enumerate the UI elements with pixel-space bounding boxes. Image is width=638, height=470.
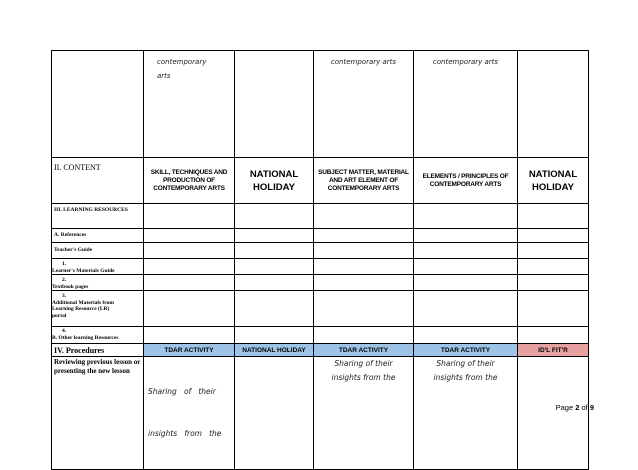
objectives-row xyxy=(52,51,589,158)
textbook-day1 xyxy=(144,275,235,291)
additional-day1 xyxy=(144,291,235,327)
teachers-guide-label: Teacher's Guide xyxy=(52,243,144,259)
learners-materials-day2 xyxy=(235,259,314,275)
procedures-label: IV. Procedures xyxy=(52,344,144,357)
objectives-label-cell xyxy=(52,51,144,158)
other-day4 xyxy=(414,327,518,344)
other-resources-label xyxy=(52,327,144,344)
textbook-day5 xyxy=(518,275,589,291)
reviewing-day2 xyxy=(235,357,314,470)
textbook-day4 xyxy=(414,275,518,291)
item-text: Additional Materials from Learning Resource (LR) portal xyxy=(52,299,114,319)
reviewing-day3-line: insights from the xyxy=(331,373,396,382)
learners-materials-day5 xyxy=(518,259,589,275)
content-day5-holiday: NATIONAL HOLIDAY xyxy=(518,158,589,204)
procedures-day5-badge: ID'L FIT'R xyxy=(518,344,589,357)
learners-materials-day4 xyxy=(414,259,518,275)
page-number-footer xyxy=(556,403,594,412)
textbook-day3 xyxy=(314,275,414,291)
teachers-guide-day4 xyxy=(414,243,518,259)
content-label: II. CONTENT xyxy=(52,158,144,204)
teachers-guide-day1 xyxy=(144,243,235,259)
footer-middle: of xyxy=(579,403,590,412)
textbook-day2 xyxy=(235,275,314,291)
references-label: A. References xyxy=(52,229,144,243)
other-resources-row xyxy=(52,327,589,344)
reviewing-day4 xyxy=(414,357,518,470)
objectives-day4-cell: contemporary arts xyxy=(414,51,518,158)
teachers-guide-day2 xyxy=(235,243,314,259)
item-text: Learner's Materials Guide xyxy=(52,267,115,274)
learning-resources-row xyxy=(52,204,589,229)
reviewing-day3-line: Sharing of their xyxy=(334,359,393,368)
procedures-day3-badge: TDAR ACTIVITY xyxy=(314,344,414,357)
objectives-day5-cell xyxy=(518,51,589,158)
objectives-day1-cell xyxy=(144,51,235,158)
other-day1 xyxy=(144,327,235,344)
references-day4 xyxy=(414,229,518,243)
resources-day2 xyxy=(235,204,314,229)
procedures-day4-badge: TDAR ACTIVITY xyxy=(414,344,518,357)
resources-day3 xyxy=(314,204,414,229)
current-page: 2 xyxy=(575,403,580,412)
resources-day1 xyxy=(144,204,235,229)
teachers-guide-row xyxy=(52,243,589,259)
reviewing-day3 xyxy=(314,357,414,470)
objectives-day3-cell: contemporary arts xyxy=(314,51,414,158)
textbook-pages-row xyxy=(52,275,589,291)
reviewing-day1-line: Sharing of their xyxy=(148,387,216,396)
procedures-row xyxy=(52,344,589,357)
additional-materials-row xyxy=(52,291,589,327)
content-day4: ELEMENTS / PRINCIPLES OF CONTEMPORARY ARTS xyxy=(414,158,518,204)
reviewing-day4-line: insights from the xyxy=(433,373,498,382)
reviewing-day4-line: Sharing of their xyxy=(436,359,495,368)
item-text: B. Other learning Resources xyxy=(52,334,119,341)
procedures-day2-badge: NATIONAL HOLIDAY xyxy=(235,344,314,357)
lesson-log-table xyxy=(51,50,589,470)
other-day3 xyxy=(314,327,414,344)
other-day2 xyxy=(235,327,314,344)
additional-day2 xyxy=(235,291,314,327)
teachers-guide-day3 xyxy=(314,243,414,259)
item-number: 2. xyxy=(62,277,67,283)
reviewing-label: Reviewing previous lesson or presenting the new lesson xyxy=(52,357,144,470)
total-pages: 9 xyxy=(589,403,594,412)
references-day2 xyxy=(235,229,314,243)
additional-materials-label xyxy=(52,291,144,327)
reviewing-day5 xyxy=(518,357,589,470)
references-day1 xyxy=(144,229,235,243)
content-day2-holiday: NATIONAL HOLIDAY xyxy=(235,158,314,204)
additional-day3 xyxy=(314,291,414,327)
reviewing-day1 xyxy=(144,357,235,470)
references-row xyxy=(52,229,589,243)
learners-materials-day3 xyxy=(314,259,414,275)
additional-day5 xyxy=(518,291,589,327)
procedures-day1-badge: TDAR ACTIVITY xyxy=(144,344,235,357)
references-day5 xyxy=(518,229,589,243)
content-row xyxy=(52,158,589,204)
objectives-day2-cell xyxy=(235,51,314,158)
learning-resources-label: III. LEARNING RESOURCES xyxy=(52,204,144,229)
item-number: 1. xyxy=(62,261,67,267)
resources-day4 xyxy=(414,204,518,229)
additional-day4 xyxy=(414,291,518,327)
learners-materials-row xyxy=(52,259,589,275)
learners-materials-day1 xyxy=(144,259,235,275)
reviewing-row xyxy=(52,357,589,470)
item-number: 4. xyxy=(62,328,67,334)
item-number: 3. xyxy=(62,293,67,299)
content-day1: SKILL, TECHNIQUES AND PRODUCTION OF CONTEMPORARY ARTS xyxy=(144,158,235,204)
objectives-day1-line: contemporary xyxy=(157,58,207,66)
item-text: Textbook pages xyxy=(52,283,89,290)
references-day3 xyxy=(314,229,414,243)
reviewing-day1-line: insights from the xyxy=(148,429,222,438)
content-day3: SUBJECT MATTER, MATERIAL AND ART ELEMENT OF CONTEMPORARY ARTS xyxy=(314,158,414,204)
other-day5 xyxy=(518,327,589,344)
resources-day5 xyxy=(518,204,589,229)
textbook-pages-label xyxy=(52,275,144,291)
learners-materials-label xyxy=(52,259,144,275)
footer-prefix: Page xyxy=(555,403,576,412)
objectives-day1-line: arts xyxy=(157,72,171,80)
teachers-guide-day5 xyxy=(518,243,589,259)
